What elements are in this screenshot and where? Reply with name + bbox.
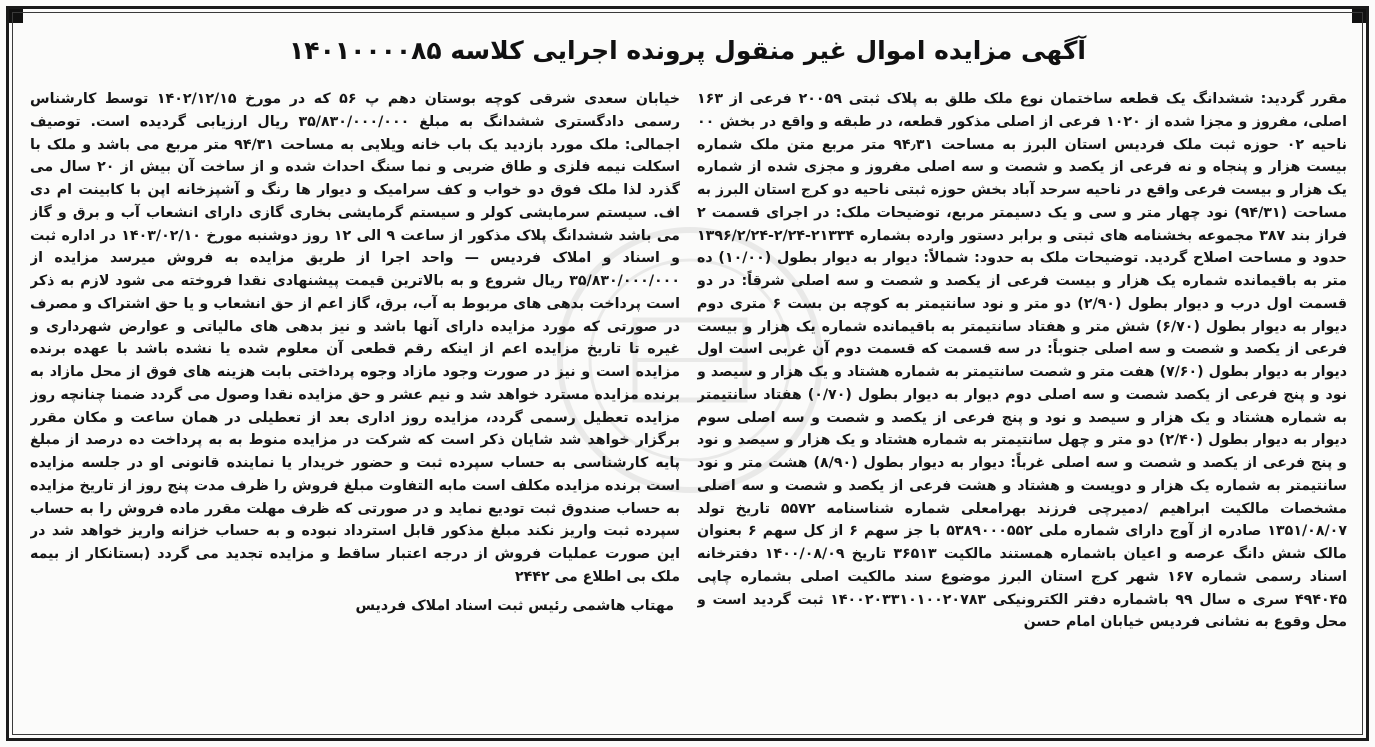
property-description-text: مقرر گردید: ششدانگ یک قطعه ساختمان نوع ملک طلق به پلاک ثبتی ۲۰۰۵۹ فرعی از ۱۶۳ اصلی، مفروز و مجزا شده از ۱۰۲۰ فرعی از اصلی مذکور قطعه، در طبقه و واقع در بخش ۰۰ ناحیه ۰۲ حوزه ثبت ملک فردیس استان البرز به مساحت ۹۴٫۳۱ متر مربع متن ملک شماره بیست هزار و پنجاه و نه فرعی از یکصد و شصت و سه اصلی مفروز و مجزی شده از شماره یک هزار و بیست فرعی واقع در ناحیه سرحد آباد بخش حوزه ثبتی ناحیه دو کرج استان البرز به مساحت (۹۴/۳۱) نود چهار متر و سی و یک دسیمتر مربع، توضیحات ملک: در اجرای قسمت ۲ فراز بند ۳۸۷ مجموعه بخشنامه های ثبتی و برابر دستور وارده بشماره ۲۱۳۳۴-۲/۲۴-۱۳۹۶/۲/۲۴ حدود و مساحت اصلاح گردید. توضیحات ملک به حدود: شمالاً: دیوار به دیوار بطول (۱۰/۰۰) ده متر به باقیمانده شماره یک هزار و بیست فرعی از یکصد و شصت و سه اصلی شرقاً: در دو قسمت اول درب و دیوار بطول (۲/۹۰) دو متر و نود سانتیمتر به کوچه بن بست ۶ متری دوم دیوار به دیوار بطول (۶/۷۰) شش متر و هفتاد سانتیمتر به باقیمانده شماره یک هزار و بیست فرعی از یکصد و شصت و سه اصلی جنوباً: در سه قسمت که قسمت دوم آن غربی است اول دیوار به دیوار بطول (۷/۶۰) هفت متر و شصت سانتیمتر به شماره هشتاد و یک هزار و سیصد و نود و پنج فرعی از یکصد شصت و سه اصلی دوم دیوار به دیوار بطول (۰/۷۰) هفتاد سانتیمتر به شماره هشتاد و یک هزار و سیصد و نود و پنج فرعی از یکصد و شصت و سه اصلی سوم دیوار به دیوار بطول (۲/۴۰) دو متر و چهل سانتیمتر به شماره هشتاد و یک هزار و سیصد و نود و پنج فرعی از یکصد و شصت و سه اصلی غرباً: دیوار به دیوار بطول (۸/۹۰) هشت متر و نود سانتیمتر به شماره یک هزار و دویست و هشتاد و هشت فرعی از یکصد و شصت و سه اصلی مشخصات مالکیت ابراهیم /دمیرچی فرزند بهرامعلی شماره شناسنامه ۵۵۷۲ تاریخ تولد ۱۳۵۱/۰۸/۰۷ صادره از آوج دارای شماره ملی ۵۳۸۹۰۰۰۵۵۲ با جز سهم ۶ از کل سهم ۶ بعنوان مالک شش دانگ عرصه و اعیان باشماره همستند مالکیت ۳۶۵۱۳ تاریخ ۱۴۰۰/۰۸/۰۹ دفترخانه اسناد رسمی شماره ۱۶۷ شهر کرج استان البرز موضوع سند مالکیت اصلی بشماره چاپی ۴۹۴۰۴۵ سری ه سال ۹۹ باشماره دفتر الکترونیکی ۱۴۰۰۲۰۳۳۱۰۱۰۰۲۰۷۸۳ ثبت گردید است و محل وقوع به نشانی فردیس خیابان امام حسن bbox=[697, 91, 1347, 631]
auction-terms-text: خیابان سعدی شرقی کوچه بوستان دهم پ ۵۶ که در مورخ ۱۴۰۲/۱۲/۱۵ توسط کارشناس رسمی دادگستری ششدانگ به مبلغ ۳۵/۸۳۰/۰۰۰/۰۰۰ ریال ارزیابی گردیده است. توصیف اجمالی: ملک مورد بازدید یک باب خانه ویلایی به مساحت ۹۴/۳۱ متر مربع می باشد و ملک با اسکلت نیمه فلزی و طاق ضربی و نما سنگ احداث شده و از ساخت آن بیش از ۲۰ سال می گذرد لذا ملک فوق دو خواب و کف سرامیک و دیوار ها رنگ و آشپزخانه اپن با کابینت ام دی اف. سیستم سرمایشی کولر و سیستم گرمایشی بخاری گازی دارای انشعاب آب و برق و گاز می باشد ششدانگ پلاک مذکور از ساعت ۹ الی ۱۲ روز دوشنبه مورخ ۱۴۰۳/۰۲/۱۰ در اداره ثبت و اسناد و املاک فردیس — واحد اجرا از طریق مزایده به فروش میرسد مزایده از ۳۵/۸۳۰/۰۰۰/۰۰۰ ریال شروع و به بالاترین قیمت پیشنهادی نقدا فروخته می شود لازم به ذکر است پرداخت بدهی های مربوط به آب، برق، گاز اعم از حق انشعاب و یا حق اشتراک و مصرف در صورتی که مورد مزایده دارای آنها باشد و نیز بدهی های مالیاتی و عوارض شهرداری و غیره تا تاریخ مزایده اعم از اینکه رقم قطعی آن معلوم شده یا نشده باشد با عهده برنده مزایده است و نیز در صورت وجود مازاد وجوه پرداختی بابت هزینه های فوق از محل مازاد به برنده مزایده مسترد خواهد شد و نیم عشر و حق مزایده نقدا وصول می گردد ضمنا چنانچه روز مزایده تعطیل رسمی گردد، مزایده روز اداری بعد از تعطیلی در همان ساعت و مکان مقرر برگزار خواهد شد شایان ذکر است که شرکت در مزایده منوط به به پرداخت ده درصد از مبلغ پایه کارشناسی به حساب سپرده ثبت و حضور خریدار یا نماینده قانونی او در جلسه مزایده است برنده مزایده مکلف است مابه التفاوت مبلغ فروش را ظرف مدت پنج روز از تاریخ مزایده به حساب صندوق ثبت تودیع نماید و در صورتی که ظرف مهلت مقرر ماده فروش را به حساب سپرده ثبت واریز نکند مبلغ مذکور قابل استرداد نبوده و به حساب خزانه واریز خواهد شد در این صورت عملیات فروش از درجه اعتبار ساقط و مزایده تجدید می گردد (بستانکار از بیمه ملک بی اطلاع می ۲۴۴۲ bbox=[30, 91, 680, 585]
notice-column-left bbox=[30, 88, 680, 728]
notice-column-right bbox=[697, 88, 1347, 728]
signature-line: مهتاب هاشمی رئیس ثبت اسناد املاک فردیس bbox=[355, 597, 674, 614]
notice-title: آگهی مزایده اموال غیر منقول پرونده اجرایی کلاسه ۱۴۰۱۰۰۰۰۸۵ bbox=[289, 36, 1086, 65]
